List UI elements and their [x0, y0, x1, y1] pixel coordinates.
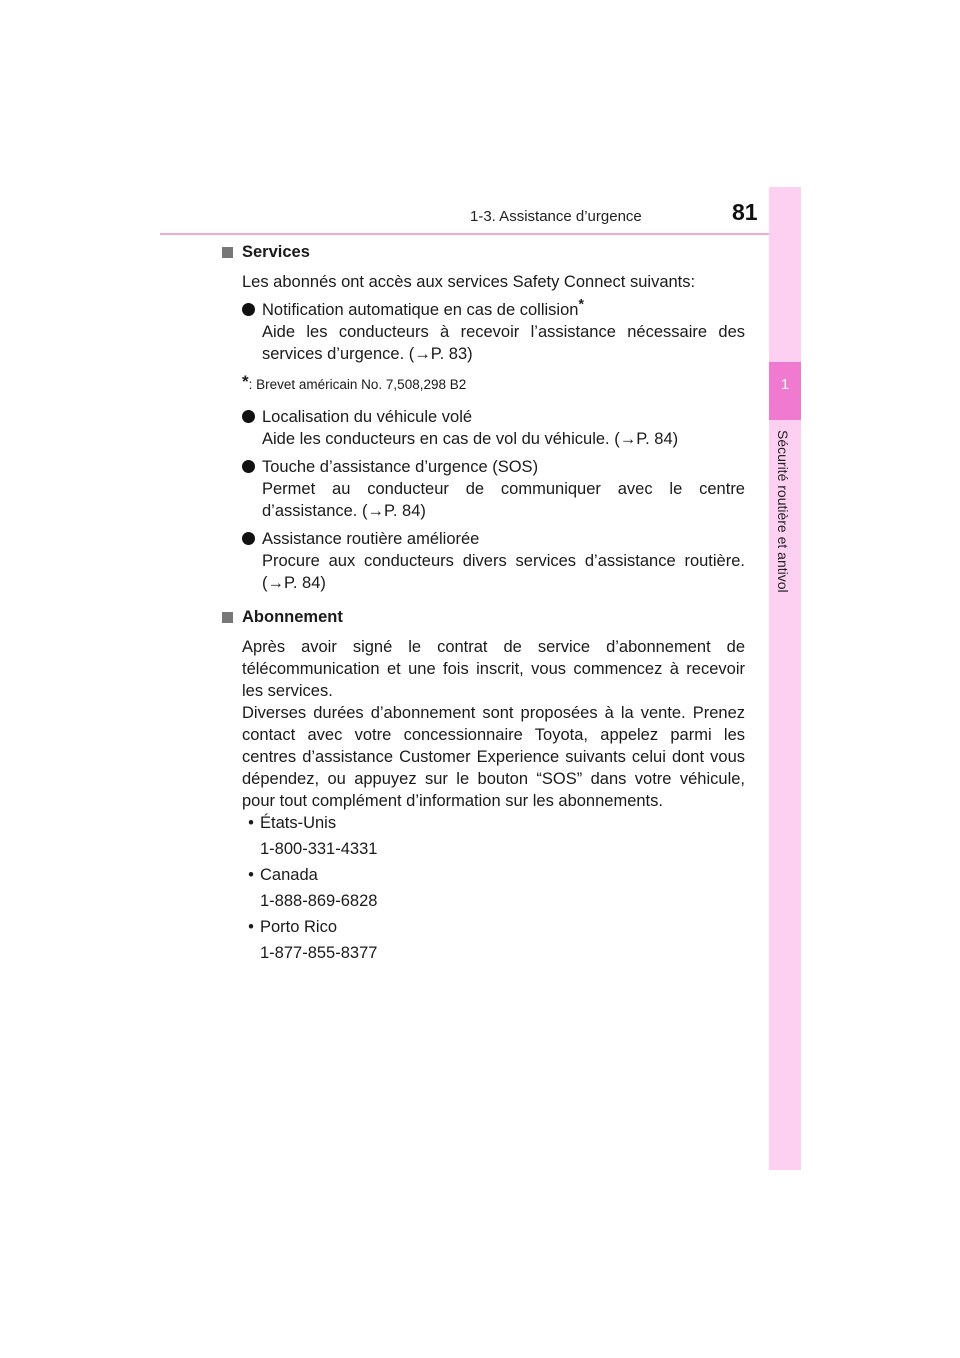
abonnement-section	[242, 636, 745, 964]
service-item-title: Touche d’assistance d’urgence (SOS)	[262, 458, 539, 476]
service-item	[242, 295, 745, 365]
service-item-desc: Aide les conducteurs en cas de vol du véhicule. (	[262, 430, 620, 448]
contact-country: États-Unis	[260, 814, 337, 832]
abonnement-paragraph: Diverses durées d’abonnement sont proposées à la vente. Prenez contact avec votre concessionnaire Toyota, appelez parmi les centres d’assistance Customer Experience suivants celui dont vous dépendez, ou appuyez sur le bouton “SOS” dans votre véhicule, pour tout complément d’information sur les abonnements.	[242, 704, 745, 810]
services-intro: Les abonnés ont accès aux services Safety Connect suivants:	[242, 273, 696, 291]
abonnement-title: Abonnement	[242, 608, 343, 626]
contact-item	[242, 916, 745, 964]
bullet-dot-icon: •	[248, 918, 254, 936]
header-section-title: 1-3. Assistance d’urgence	[470, 208, 642, 225]
service-item-title: Assistance routière améliorée	[262, 530, 480, 548]
footnote-marker: *	[578, 295, 584, 312]
chapter-side-tab	[769, 187, 801, 1170]
footnote-text: : Brevet américain No. 7,508,298 B2	[248, 377, 467, 392]
round-bullet-icon	[242, 303, 255, 316]
services-heading	[222, 241, 745, 263]
page-number: 81	[732, 199, 758, 225]
service-item-desc: Procure aux conducteurs divers services d’assistance routière. (	[262, 552, 745, 592]
service-item	[242, 406, 745, 450]
bullet-dot-icon: •	[248, 814, 254, 832]
contact-list	[242, 812, 745, 964]
page-reference-link[interactable]: →P. 84)	[267, 574, 326, 592]
round-bullet-icon	[242, 460, 255, 473]
service-item-desc: Aide les conducteurs à recevoir l’assistance nécessaire des services d’urgence. (	[262, 323, 745, 363]
header-divider	[160, 233, 801, 235]
square-bullet-icon	[222, 247, 233, 258]
contact-country: Porto Rico	[260, 918, 338, 936]
footnote	[242, 371, 745, 396]
contact-phone: 1-877-855-8377	[260, 944, 378, 962]
service-item	[242, 528, 745, 594]
services-section	[242, 271, 745, 594]
services-title: Services	[242, 243, 310, 261]
round-bullet-icon	[242, 532, 255, 545]
service-item-desc: Permet au conducteur de communiquer avec le centre d’assistance. (	[262, 480, 745, 520]
contact-item	[242, 812, 745, 860]
page-reference-link[interactable]: →P. 83)	[414, 345, 473, 363]
round-bullet-icon	[242, 410, 255, 423]
footnote-star: *	[242, 372, 249, 391]
page-content	[222, 241, 745, 968]
contact-phone: 1-800-331-4331	[260, 840, 378, 858]
chapter-number: 1	[780, 376, 790, 393]
bullet-dot-icon: •	[248, 866, 254, 884]
square-bullet-icon	[222, 612, 233, 623]
contact-item	[242, 864, 745, 912]
service-item-title: Notification automatique en cas de collision	[262, 301, 579, 319]
abonnement-heading	[222, 606, 745, 628]
chapter-title-vertical: Sécurité routière et antivol	[775, 430, 791, 593]
contact-country: Canada	[260, 866, 318, 884]
service-item-title: Localisation du véhicule volé	[262, 408, 473, 426]
page-reference-link[interactable]: →P. 84)	[367, 502, 426, 520]
abonnement-paragraph: Après avoir signé le contrat de service d’abonnement de télécommunication et une fois inscrit, vous commencez à recevoir les services.	[242, 638, 745, 700]
contact-phone: 1-888-869-6828	[260, 892, 378, 910]
service-item	[242, 456, 745, 522]
page-reference-link[interactable]: →P. 84)	[619, 430, 679, 448]
